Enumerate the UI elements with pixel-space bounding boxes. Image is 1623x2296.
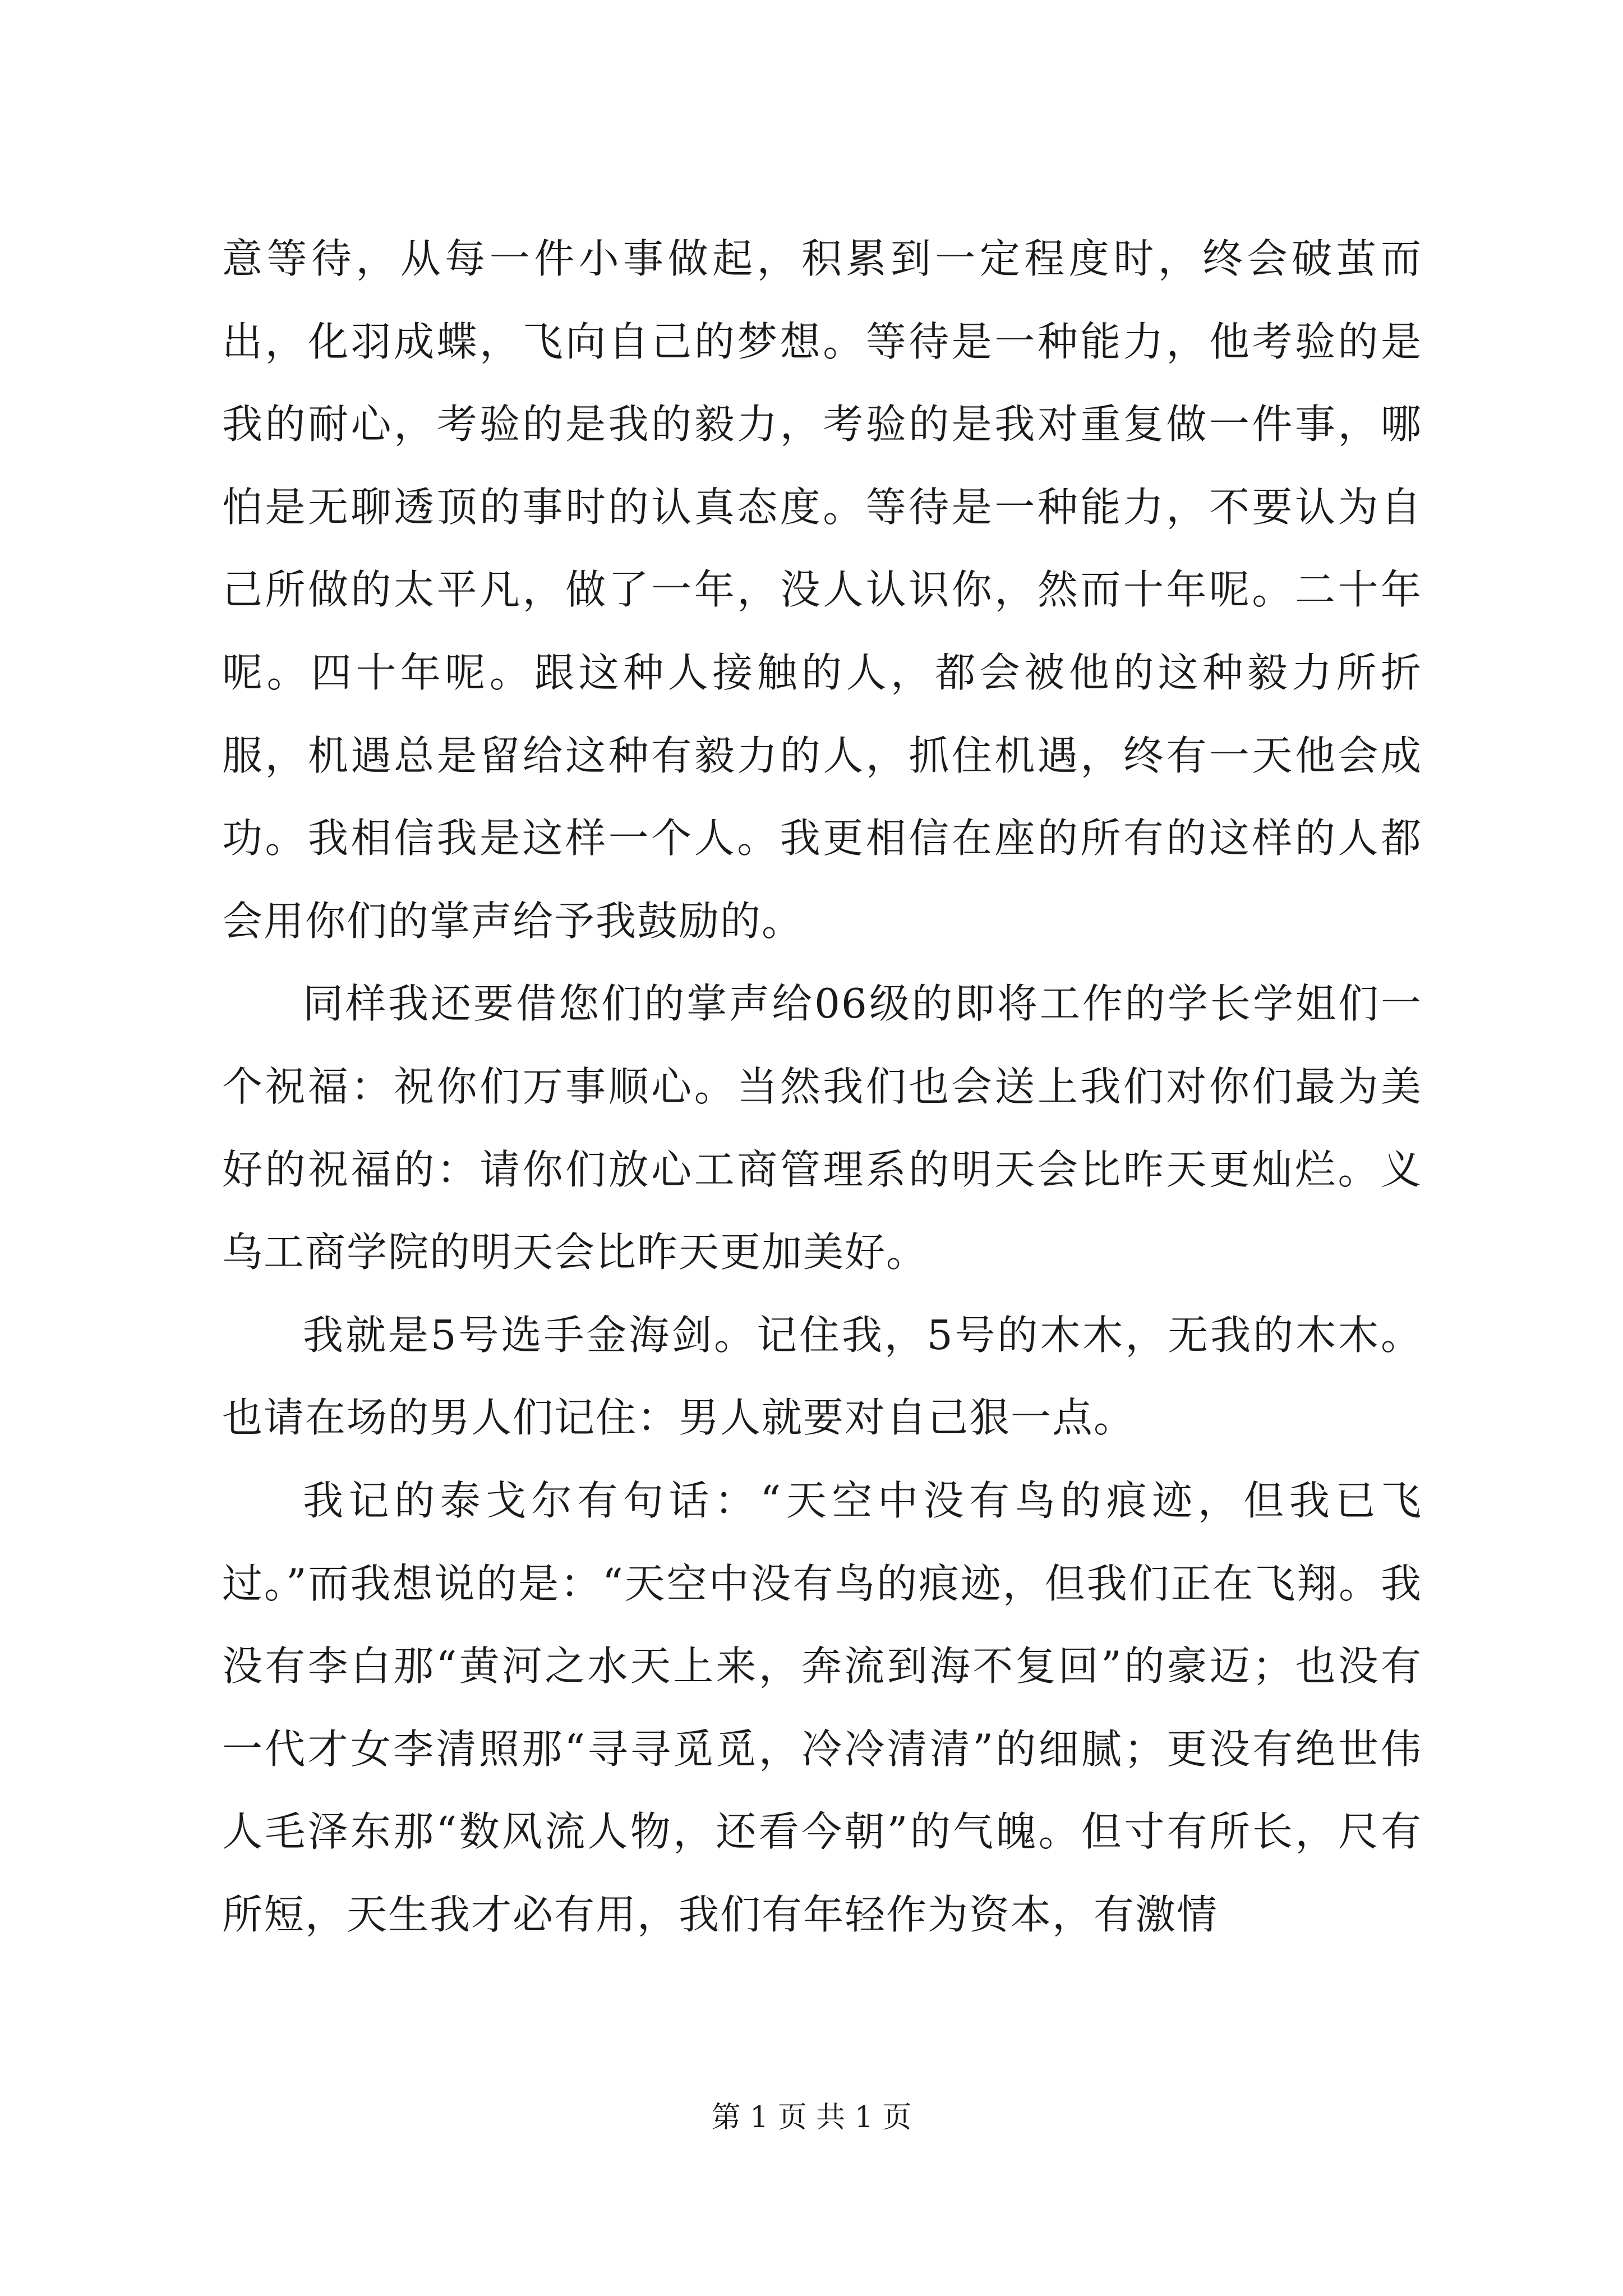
paragraph-3: 我就是5号选手金海剑。记住我，5号的木木，无我的木木。也请在场的男人们记住：男人就要对自己狠一点。 <box>222 1311 1422 1442</box>
paragraph-4: 我记的泰戈尔有句话：“天空中没有鸟的痕迹，但我已飞过。”而我想说的是：“天空中没有鸟的痕迹，但我们正在飞翔。我没有李白那“黄河之水天上来，奔流到海不复回”的豪迈；也没有一代才女李清照那“寻寻觅觅，冷冷清清”的细腻；更没有绝世伟人毛泽东那“数风流人物，还看今朝”的气魄。但寸有所长，尺有所短，天生我才必有用，我们有年轻作为资本，有激情 <box>222 1476 1422 1938</box>
paragraph-1: 意等待，从每一件小事做起，积累到一定程度时，终会破茧而出，化羽成蝶，飞向自己的梦想。等待是一种能力，他考验的是我的耐心，考验的是我的毅力，考验的是我对重复做一件事，哪怕是无聊透顶的事时的认真态度。等待是一种能力，不要认为自己所做的太平凡，做了一年，没人认识你，然而十年呢。二十年呢。四十年呢。跟这种人接触的人，都会被他的这种毅力所折服，机遇总是留给这种有毅力的人，抓住机遇，终有一天他会成功。我相信我是这样一个人。我更相信在座的所有的这样的人都会用你们的掌声给予我鼓励的。 <box>222 235 1422 945</box>
paragraph-2: 同样我还要借您们的掌声给06级的即将工作的学长学姐们一个祝福：祝你们万事顺心。当然我们也会送上我们对你们最为美好的祝福的：请你们放心工商管理系的明天会比昨天更灿烂。义乌工商学院的明天会比昨天更加美好。 <box>222 980 1422 1276</box>
page-footer: 第 1 页 共 1 页 <box>711 2101 912 2134</box>
document-body <box>222 218 1422 1956</box>
